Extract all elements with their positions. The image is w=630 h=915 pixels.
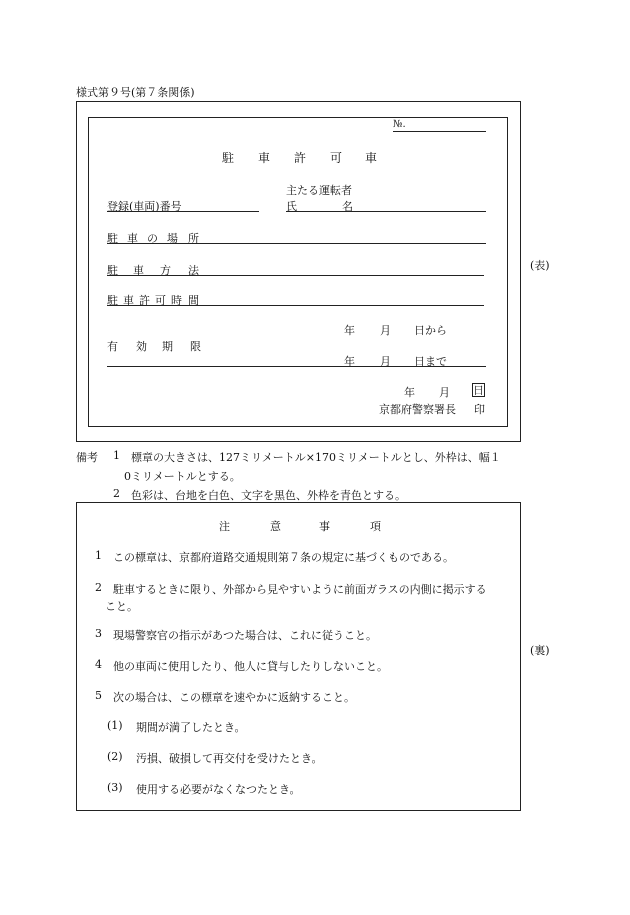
- label-char: 方: [160, 264, 171, 277]
- main-driver-label: 主たる運転者: [286, 184, 352, 197]
- subitem-1-num: (1): [107, 719, 123, 732]
- validity-line: [107, 366, 486, 367]
- to-year: 年: [344, 355, 355, 368]
- form-label: 様式第９号(第７条関係): [76, 86, 195, 99]
- subitem-1-text: 期間が満了したとき。: [136, 721, 246, 734]
- note-1-num: 1: [113, 449, 120, 462]
- to-day: 日まで: [414, 355, 447, 368]
- label-char: の: [147, 232, 158, 245]
- caution-2-text-cont: こと。: [105, 600, 138, 613]
- caution-1-text: この標章は、京都府道路交通規則第７条の規定に基づくものである。: [113, 551, 454, 564]
- issue-year: 年: [404, 386, 415, 399]
- label-char: 可: [155, 294, 166, 307]
- number-underline: [393, 131, 486, 132]
- caution-4-text: 他の車両に使用したり、他人に貸与したりしないこと。: [113, 660, 388, 673]
- back-title-char: 注: [219, 520, 230, 533]
- seal-label: 印: [474, 403, 485, 416]
- label-char: 限: [190, 340, 201, 353]
- back-side-label: (裏): [530, 644, 550, 657]
- caution-4-num: 4: [95, 658, 102, 671]
- label-char: 駐: [107, 264, 118, 277]
- label-char: 効: [136, 340, 147, 353]
- issuer-label: 京都府警察署長: [379, 403, 456, 416]
- label-char: 法: [188, 264, 199, 277]
- front-title-char: 許: [294, 151, 307, 165]
- front-title-char: 駐: [222, 151, 235, 165]
- parking-method-line: [107, 275, 484, 276]
- parking-place-line: [107, 243, 486, 244]
- name-label-char: 氏: [286, 200, 297, 213]
- issue-day-box: 日: [473, 384, 484, 397]
- label-char: 車: [127, 232, 138, 245]
- label-char: 有: [107, 340, 118, 353]
- note-2-num: 2: [113, 487, 120, 500]
- back-title-char: 項: [370, 520, 381, 533]
- from-month: 月: [380, 324, 391, 337]
- label-char: 時: [171, 294, 182, 307]
- front-title-char: 可: [330, 151, 343, 165]
- caution-5-text: 次の場合は、この標章を速やかに返納すること。: [113, 691, 355, 704]
- label-char: 期: [162, 340, 173, 353]
- caution-3-text: 現場警察官の指示があつた場合は、これに従うこと。: [113, 629, 377, 642]
- notes-label: 備考: [76, 451, 98, 464]
- label-char: 駐: [107, 232, 118, 245]
- back-title-char: 事: [319, 520, 330, 533]
- driver-underline: [286, 211, 486, 212]
- caution-5-num: 5: [95, 689, 102, 702]
- label-char: 間: [188, 294, 199, 307]
- front-side-label: (表): [530, 259, 550, 272]
- note-1-line2: 0ミリメートルとする。: [124, 470, 241, 483]
- number-label: №.: [393, 119, 406, 130]
- back-title-char: 意: [270, 520, 281, 533]
- name-label-char: 名: [342, 200, 353, 213]
- issue-month: 月: [439, 386, 450, 399]
- registration-label: 登録(車両)番号: [107, 200, 182, 213]
- subitem-2-text: 汚損、破損して再交付を受けたとき。: [136, 752, 323, 765]
- caution-1-num: 1: [95, 549, 102, 562]
- label-char: 車: [133, 264, 144, 277]
- caution-2-num: 2: [95, 581, 102, 594]
- label-char: 所: [188, 232, 199, 245]
- caution-3-num: 3: [95, 627, 102, 640]
- front-title-char: 車: [365, 151, 378, 165]
- subitem-3-text: 使用する必要がなくなつたとき。: [136, 783, 301, 796]
- from-year: 年: [344, 324, 355, 337]
- front-title-char: 車: [258, 151, 271, 165]
- label-char: 場: [167, 232, 178, 245]
- subitem-2-num: (2): [107, 750, 123, 763]
- label-char: 駐: [107, 294, 118, 307]
- to-month: 月: [380, 355, 391, 368]
- permit-time-line: [107, 305, 484, 306]
- note-2-text: 色彩は、台地を白色、文字を黒色、外枠を青色とする。: [131, 489, 406, 502]
- subitem-3-num: (3): [107, 781, 123, 794]
- caution-2-text: 駐車するときに限り、外部から見やすいように前面ガラスの内側に掲示する: [113, 583, 487, 596]
- from-day: 日から: [414, 324, 447, 337]
- label-char: 許: [139, 294, 150, 307]
- registration-underline: [107, 211, 259, 212]
- label-char: 車: [123, 294, 134, 307]
- note-1-line1: 標章の大きさは、127ミリメートル×170ミリメートルとし、外枠は、幅１: [131, 451, 501, 464]
